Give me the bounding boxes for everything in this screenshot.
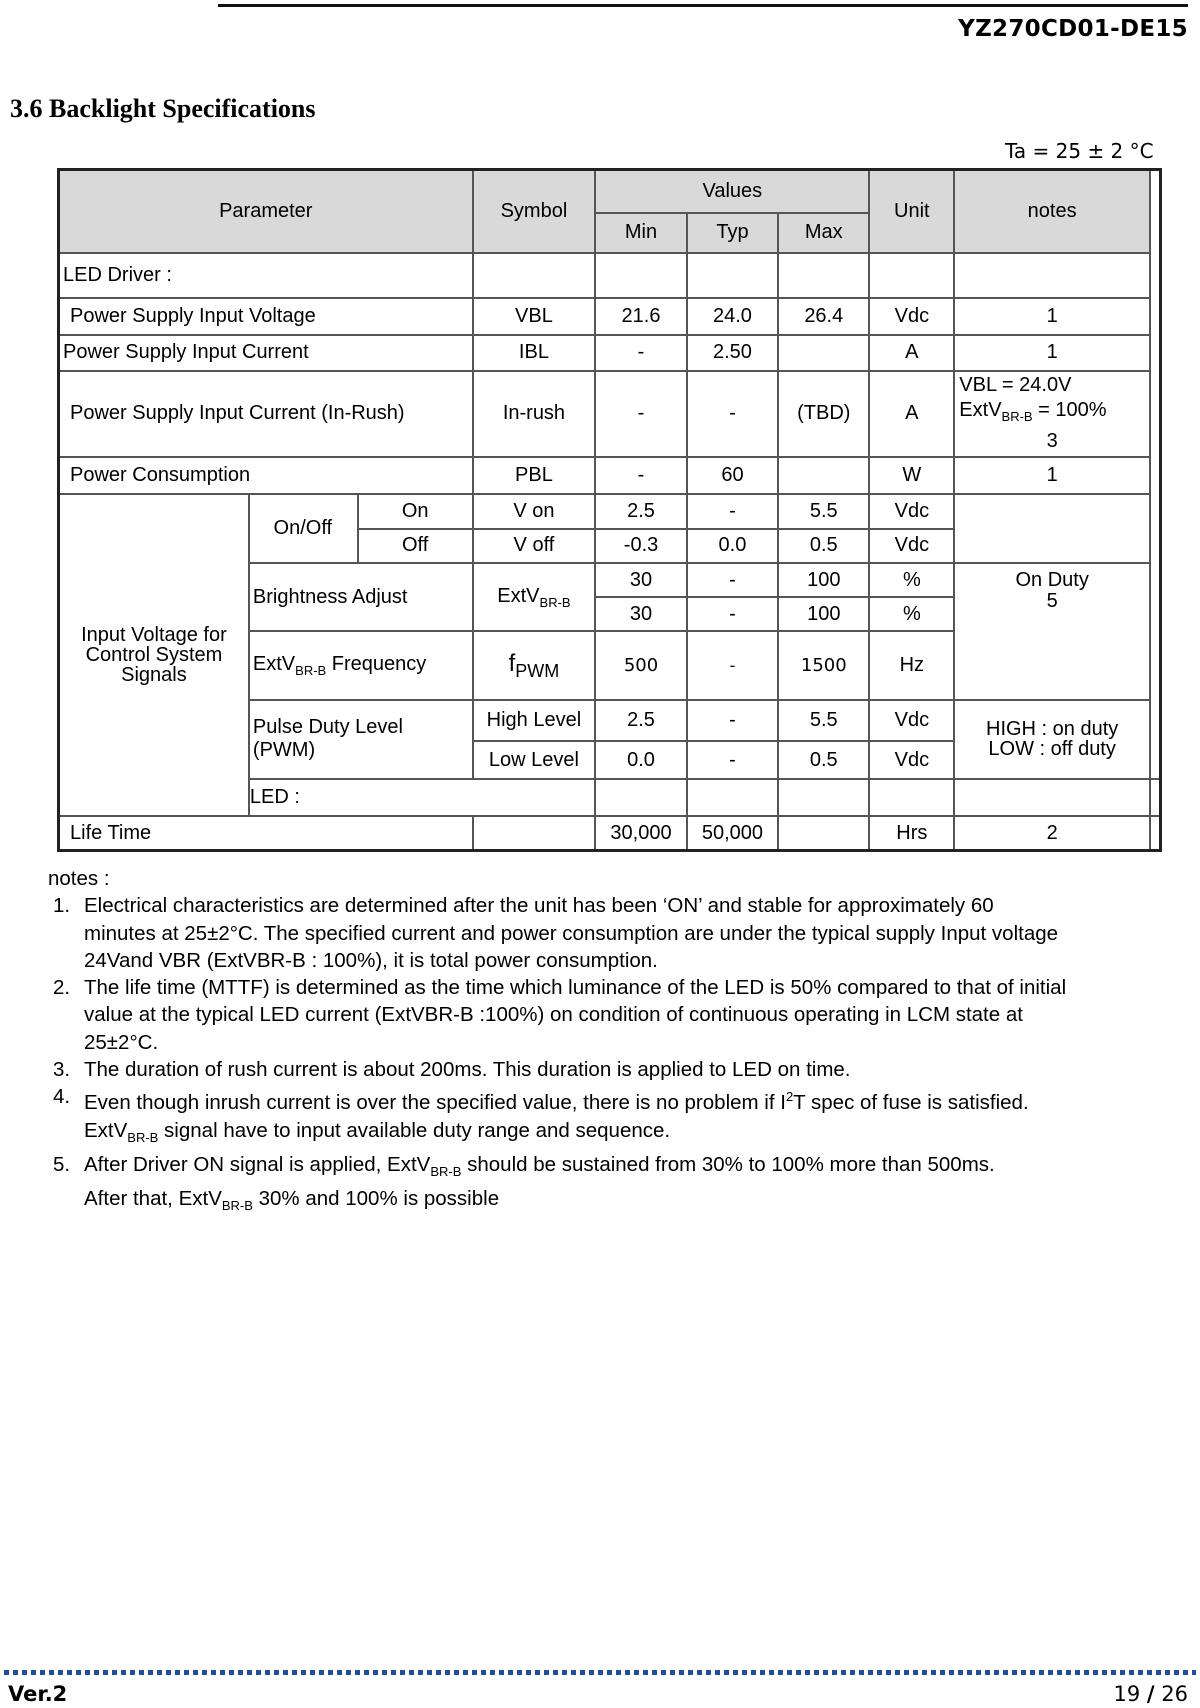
voff-unit: Vdc: [869, 529, 954, 563]
pulse-low-typ: -: [687, 741, 778, 778]
note-2: 2. The life time (MTTF) is determined as the time which luminance of the LED is 50% compared to that of initial value at the typical LED current (ExtVBR-B :100%) on condition of continuous operating in LCM state at 25±2°C.: [53, 976, 1067, 1054]
pulse-high-typ: -: [687, 700, 778, 742]
pulse-low-symbol: Low Level: [473, 741, 596, 778]
pulse-note: HIGH : on duty LOW : off duty: [954, 700, 1150, 779]
vbl-min: 21.6: [595, 298, 686, 334]
inrush-max: (TBD): [778, 371, 869, 457]
header-unit: Unit: [869, 170, 954, 253]
inrush-note: [954, 371, 1150, 457]
life-typ: 50,000: [687, 816, 778, 850]
brightness-param: Brightness Adjust: [249, 563, 473, 632]
pbl-note: 1: [954, 457, 1150, 494]
inrush-symbol: In-rush: [473, 371, 596, 457]
notes-section: [48, 865, 1188, 1220]
voff-min: -0.3: [595, 529, 686, 563]
ibl-symbol: IBL: [473, 335, 596, 371]
note-1: 1. Electrical characteristics are determined after the unit has been ‘ON’ and stable for approximately 60 minutes at 25±2°C. The specified current and power consumption are under the typical supply Input voltage 24Vand VBR (ExtVBR-B : 100%), it is total power consumption.: [53, 894, 1059, 972]
ibl-min: -: [595, 335, 686, 371]
inrush-unit: A: [869, 371, 954, 457]
brightness-r1-unit: %: [869, 563, 954, 597]
inrush-param: Power Supply Input Current (In-Rush): [59, 371, 473, 457]
header-values: Values: [595, 170, 869, 214]
vbl-typ: 24.0: [687, 298, 778, 334]
led-driver-label: LED Driver :: [59, 253, 473, 299]
ibl-note: 1: [954, 335, 1150, 371]
ibl-typ: 2.50: [687, 335, 778, 371]
von-symbol: V on: [473, 494, 596, 528]
brightness-r1-min: 30: [595, 563, 686, 597]
pulse-high-unit: Vdc: [869, 700, 954, 742]
pulse-low-max: 0.5: [778, 741, 869, 778]
vbl-param: Power Supply Input Voltage: [59, 298, 473, 334]
life-min: 30,000: [595, 816, 686, 850]
von-min: 2.5: [595, 494, 686, 528]
frequency-min: 500: [595, 631, 686, 700]
header-typ: Typ: [687, 213, 778, 252]
onoff-label: On/Off: [249, 494, 358, 563]
brightness-symbol: ExtV$_{BR-B}$: [473, 563, 596, 632]
test-condition: Ta = 25 ± 2 °C: [1005, 139, 1154, 163]
pulse-low-unit: Vdc: [869, 741, 954, 778]
ibl-max: [778, 335, 869, 371]
life-unit: Hrs: [869, 816, 954, 850]
brightness-r2-unit: %: [869, 597, 954, 631]
header-max: Max: [778, 213, 869, 252]
brightness-r2-max: 100: [778, 597, 869, 631]
pulse-low-min: 0.0: [595, 741, 686, 778]
inrush-typ: -: [687, 371, 778, 457]
pulse-param: Pulse Duty Level (PWM): [249, 700, 473, 779]
frequency-typ: -: [687, 631, 778, 700]
header-rule: [218, 4, 1188, 7]
brightness-note: On Duty 5: [954, 563, 1150, 700]
vbl-max: 26.4: [778, 298, 869, 334]
pulse-high-min: 2.5: [595, 700, 686, 742]
section-title: 3.6 Backlight Specifications: [10, 94, 316, 123]
pbl-unit: W: [869, 457, 954, 494]
frequency-max: 1500: [778, 631, 869, 700]
page-number: 19 / 26: [1113, 1682, 1188, 1706]
inrush-min: -: [595, 371, 686, 457]
voff-typ: 0.0: [687, 529, 778, 563]
life-note: 2: [954, 816, 1150, 850]
header-notes: notes: [954, 170, 1150, 253]
inrush-note-condition: VBL = 24.0V: [959, 374, 1072, 397]
backlight-spec-table: [57, 168, 1162, 852]
pulse-high-symbol: High Level: [473, 700, 596, 742]
frequency-unit: Hz: [869, 631, 954, 700]
note-3: 3. The duration of rush current is about 200ms. This duration is applied to LED on time.: [53, 1058, 851, 1082]
brightness-r2-min: 30: [595, 597, 686, 631]
header-symbol: Symbol: [473, 170, 596, 253]
pbl-param: Power Consumption: [59, 457, 473, 494]
pbl-symbol: PBL: [473, 457, 596, 494]
pbl-typ: 60: [687, 457, 778, 494]
vbl-symbol: VBL: [473, 298, 596, 334]
header-parameter: Parameter: [59, 170, 473, 253]
inrush-note-duty: ExtV$_{BR-B}$ = 100%: [959, 399, 1107, 425]
led-label: LED :: [249, 779, 595, 816]
frequency-symbol: $f_{PWM}$: [473, 631, 596, 700]
vbl-note: 1: [954, 298, 1150, 334]
von-typ: -: [687, 494, 778, 528]
brightness-r2-typ: -: [687, 597, 778, 631]
version-label: Ver.2: [8, 1682, 68, 1706]
note-5: 5. After Driver ON signal is applied, ExtV$_{BR-B}$ should be sustained from 30% to 100% more than 500ms. After that, ExtV$_{BR-B}$ 30% and 100% is possible: [53, 1152, 995, 1214]
document-id: YZ270CD01-DE15: [958, 16, 1188, 42]
footer-dotted-rule: [4, 1670, 1196, 1675]
ibl-unit: A: [869, 335, 954, 371]
on-label: On: [358, 494, 473, 528]
pbl-min: -: [595, 457, 686, 494]
pbl-max: [778, 457, 869, 494]
vbl-unit: Vdc: [869, 298, 954, 334]
ibl-param: Power Supply Input Current: [59, 335, 473, 371]
note-4: 4. Even though inrush current is over the specified value, there is no problem if $I^2T$ spec of fuse is satisfied. ExtV$_{BR-B}$ signal have to input available duty range and sequence.: [53, 1085, 1029, 1145]
notes-title: notes :: [48, 867, 110, 890]
brightness-r1-typ: -: [687, 563, 778, 597]
inrush-note-ref: 3: [1046, 430, 1058, 453]
von-unit: Vdc: [869, 494, 954, 528]
control-signals-label: Input Voltage for Control System Signals: [59, 494, 249, 816]
brightness-r1-max: 100: [778, 563, 869, 597]
von-max: 5.5: [778, 494, 869, 528]
voff-max: 0.5: [778, 529, 869, 563]
frequency-param: ExtV$_{BR-B}$ Frequency: [249, 631, 473, 700]
voff-symbol: V off: [473, 529, 596, 563]
header-min: Min: [595, 213, 686, 252]
pulse-high-max: 5.5: [778, 700, 869, 742]
off-label: Off: [358, 529, 473, 563]
life-param: Life Time: [59, 816, 473, 850]
